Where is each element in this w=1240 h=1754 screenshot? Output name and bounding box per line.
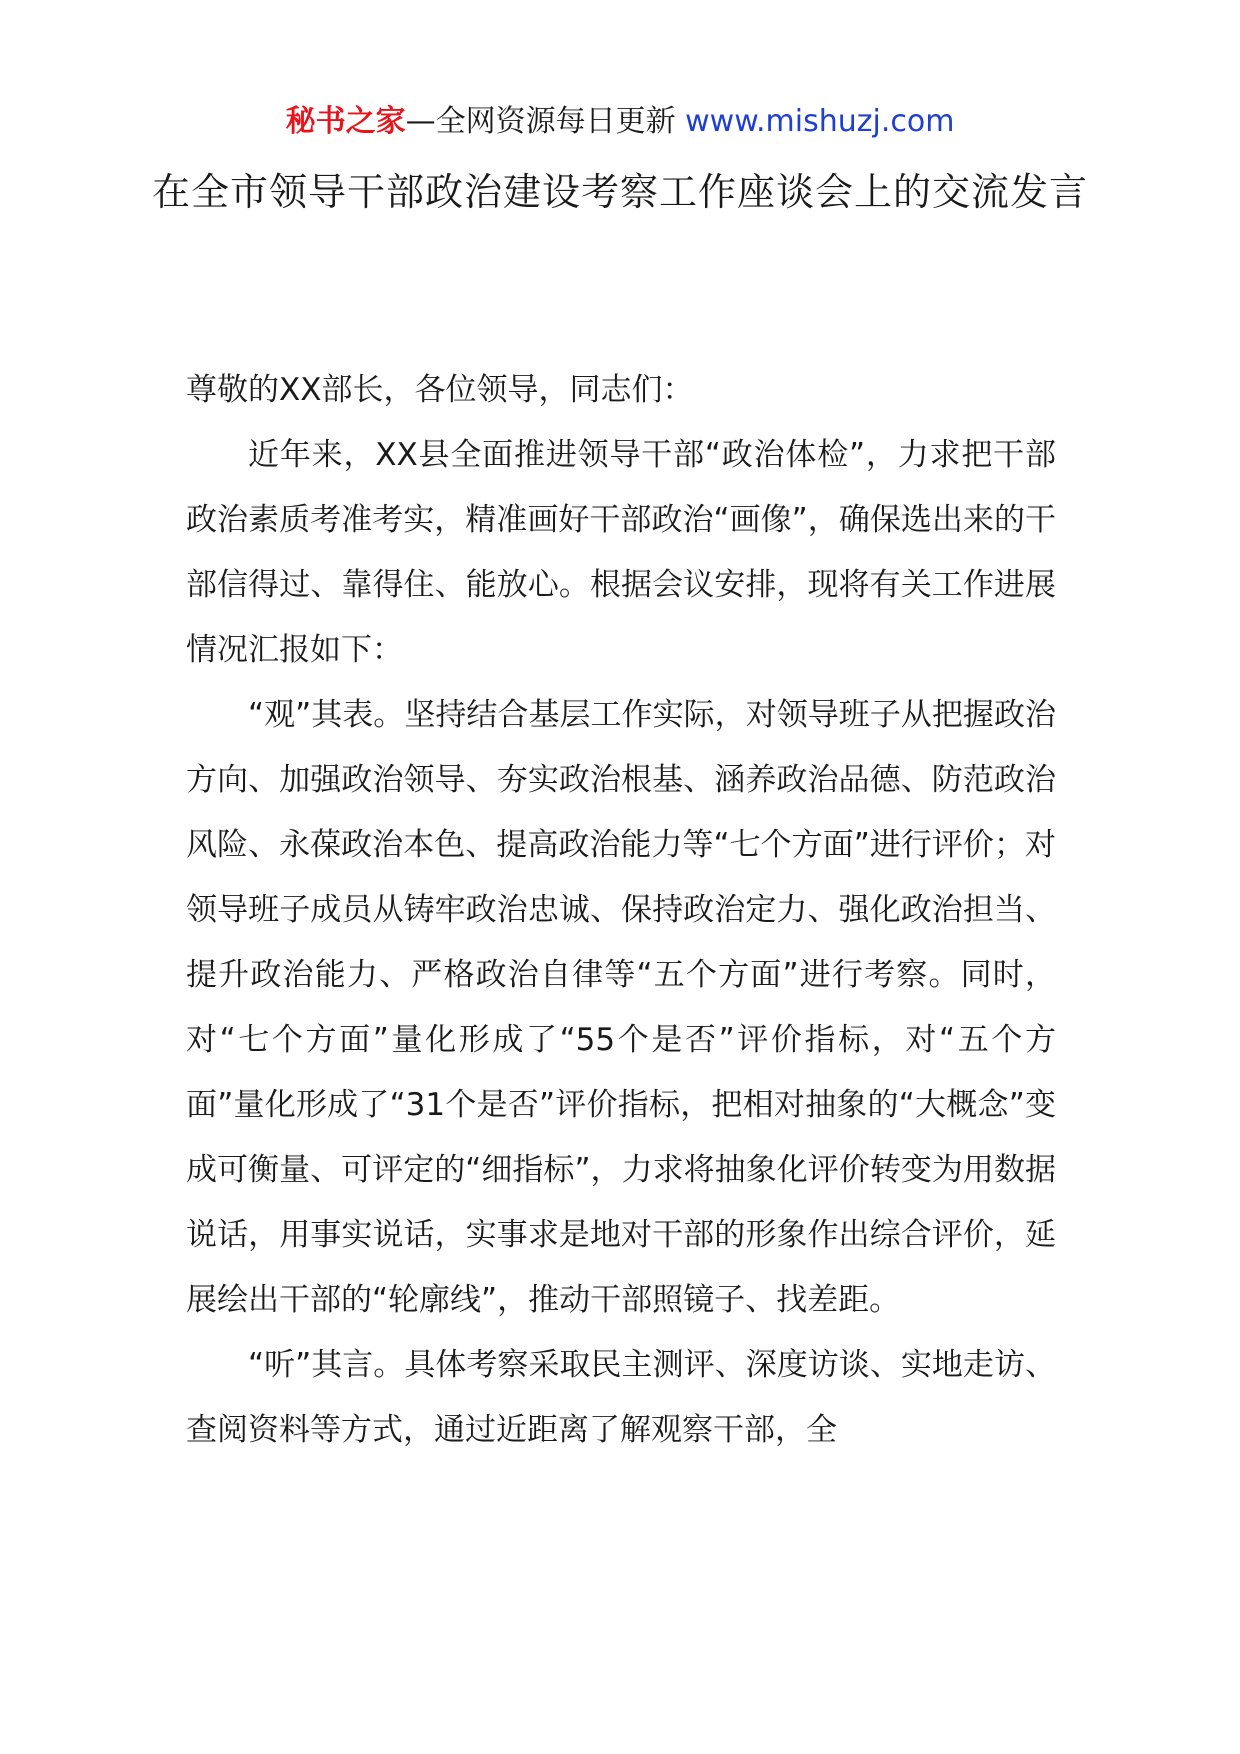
site-header [0, 100, 1240, 144]
paragraph-listen: “听”其言。具体考察采取民主测评、深度访谈、实地走访、查阅资料等方式，通过近距离了解观察干部，全 [186, 1347, 1056, 1448]
document-title: 在全市领导干部政治建设考察工作座谈会上的交流发言 [151, 170, 1088, 214]
salutation: 尊敬的XX部长，各位领导，同志们： [186, 372, 694, 408]
site-name: 秘书之家 [285, 104, 406, 139]
site-slogan: —全网资源每日更新 [405, 104, 686, 139]
paragraph-intro: 近年来，XX县全面推进领导干部“政治体检”，力求把干部政治素质考准考实，精准画好干部政治“画像”，确保选出来的干部信得过、靠得住、能放心。根据会议安排，现将有关工作进展情况汇报如下： [186, 437, 1056, 668]
document-body [186, 358, 1056, 1463]
site-url-link[interactable]: www.mishuzj.com [685, 104, 955, 139]
paragraph-observe: “观”其表。坚持结合基层工作实际，对领导班子从把握政治方向、加强政治领导、夯实政治根基、涵养政治品德、防范政治风险、永葆政治本色、提高政治能力等“七个方面”进行评价；对领导班子成员从铸牢政治忠诚、保持政治定力、强化政治担当、提升政治能力、严格政治自律等“五个方面”进行考察。同时，对“七个方面”量化形成了“55个是否”评价指标，对“五个方面”量化形成了“31个是否”评价指标，把相对抽象的“大概念”变成可衡量、可评定的“细指标”，力求将抽象化评价转变为用数据说话，用事实说话，实事求是地对干部的形象作出综合评价，延展绘出干部的“轮廓线”，推动干部照镜子、找差距。 [186, 697, 1056, 1318]
